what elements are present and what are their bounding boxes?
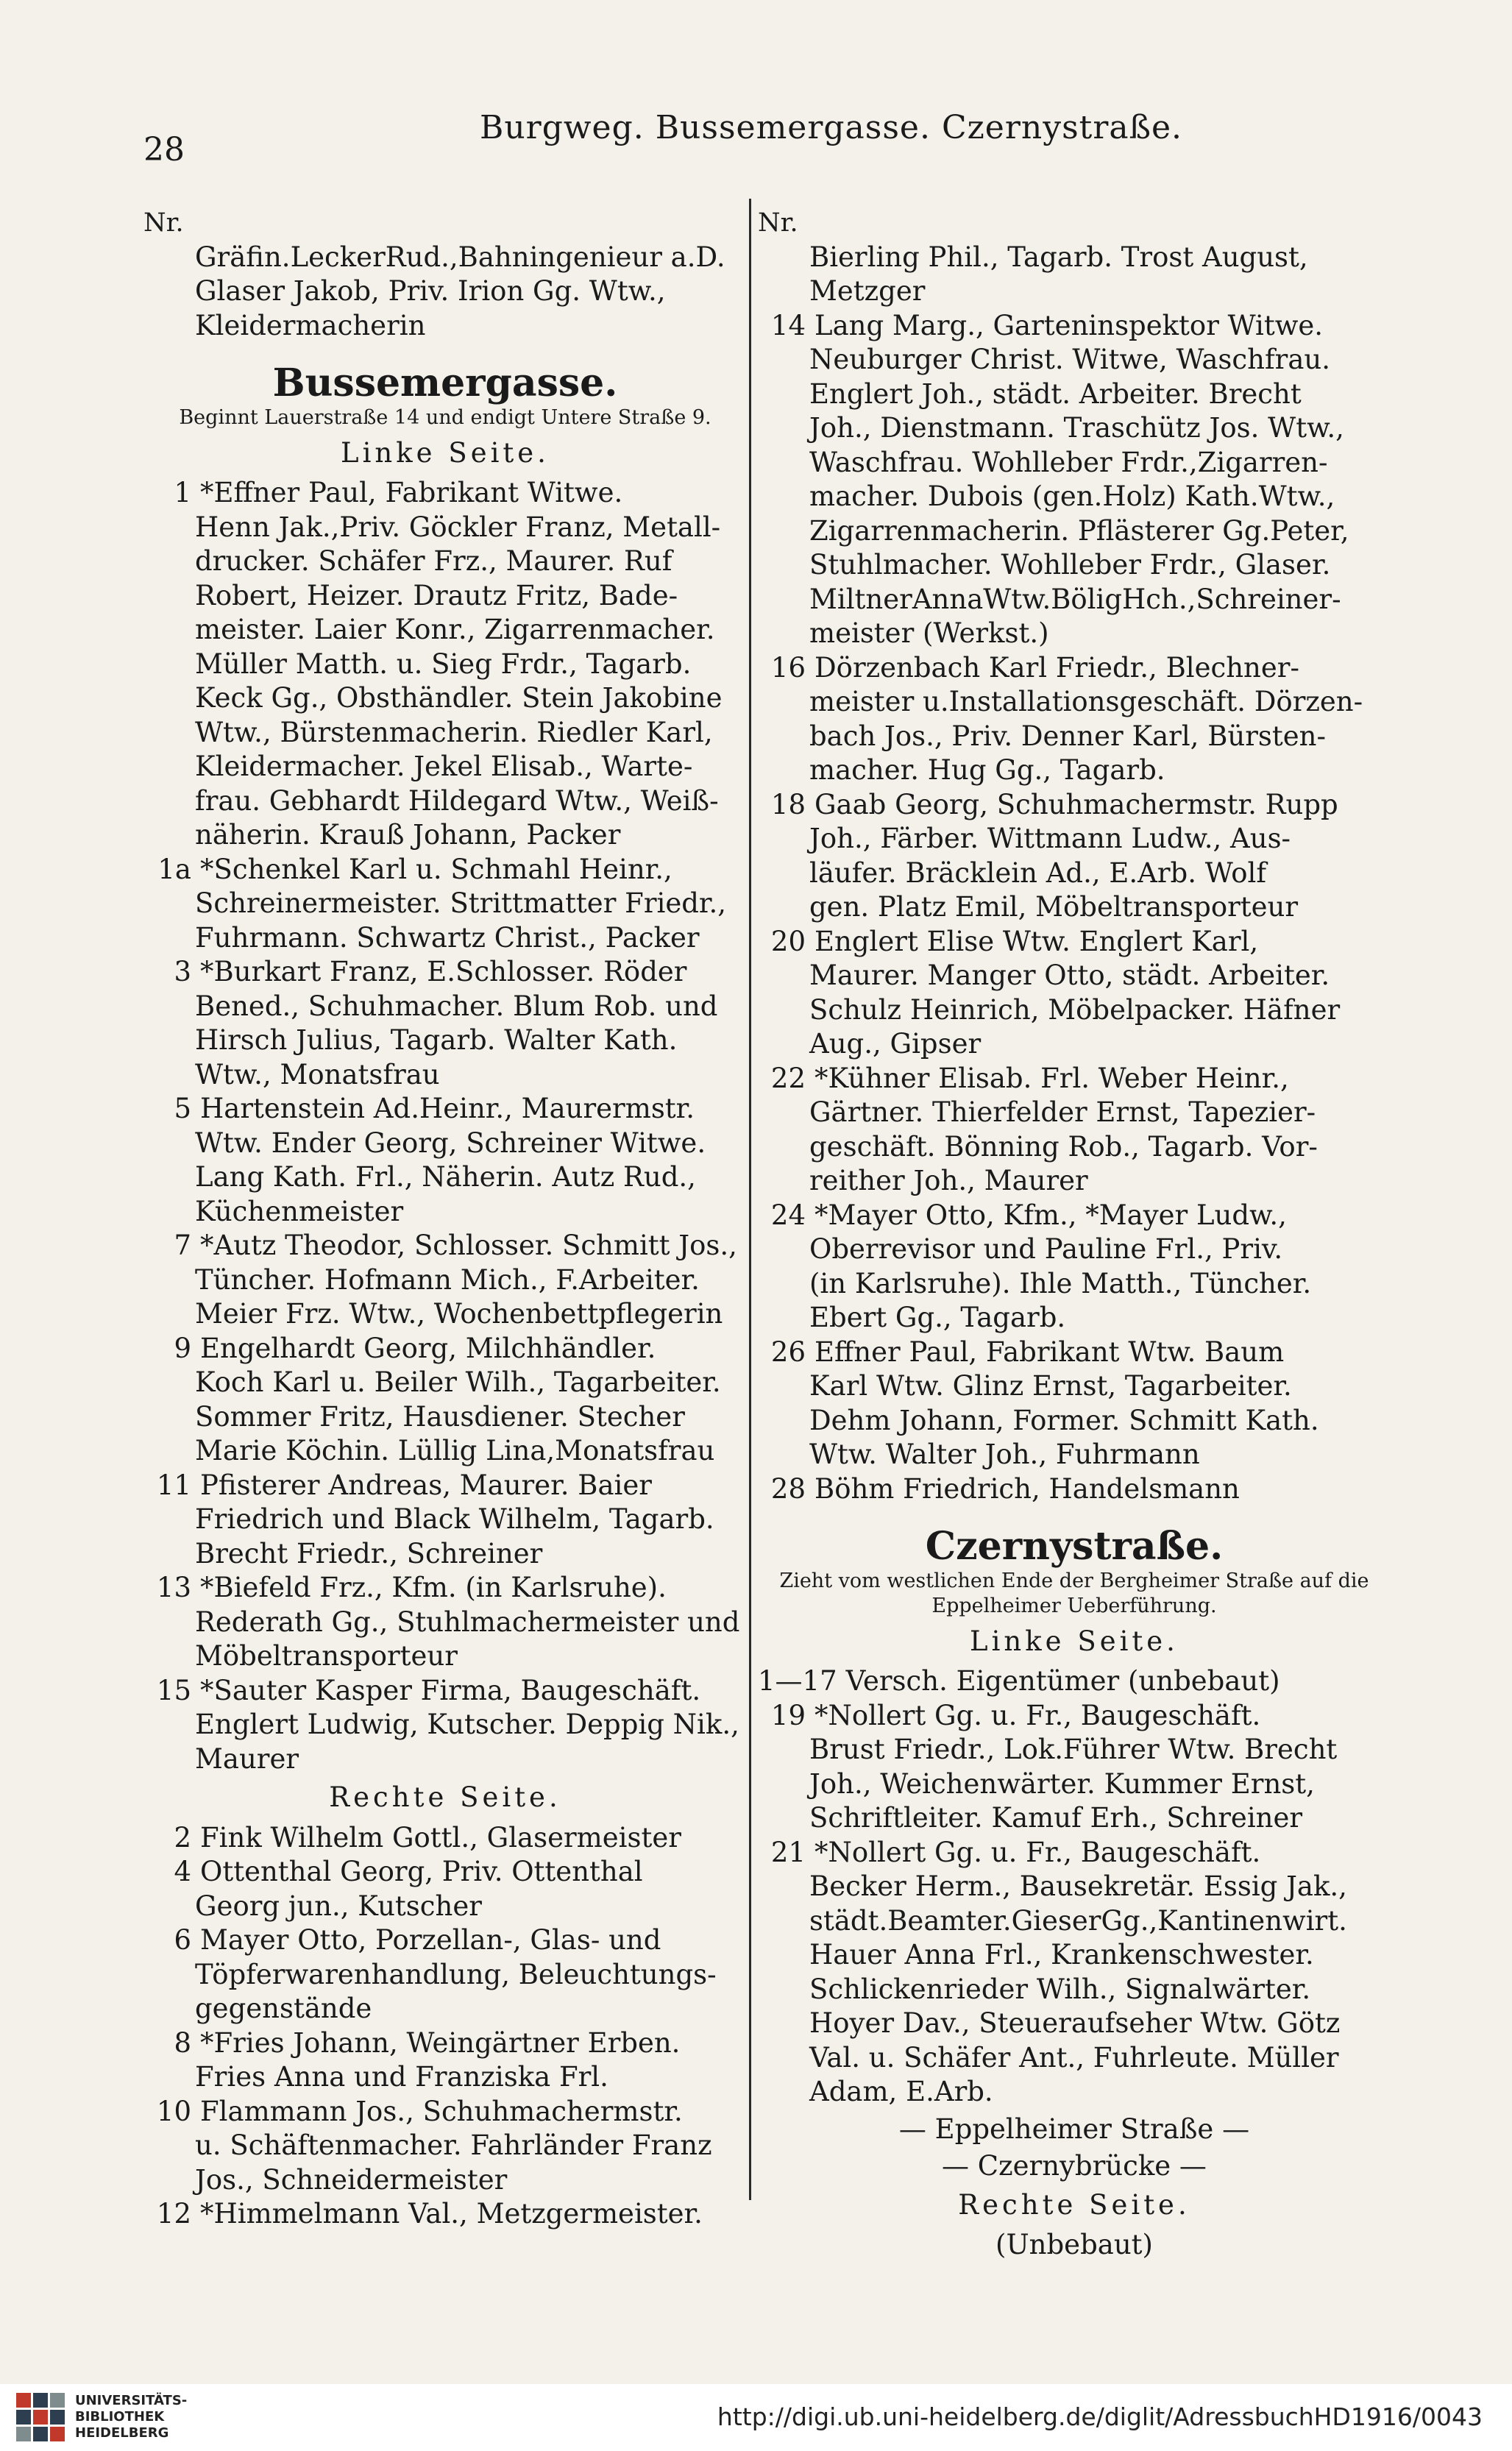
entry-line: Robert, Heizer. Drautz Fritz, Bade-	[195, 579, 678, 611]
entry-line: Adam, E.Arb.	[809, 2076, 993, 2107]
entry-line: Georg jun., Kutscher	[195, 1890, 482, 1922]
entry-line: Brecht Friedr., Schreiner	[195, 1537, 543, 1569]
entry-line: Joh., Färber. Wittmann Ludw., Aus-	[809, 823, 1291, 854]
house-number: 14	[770, 309, 806, 341]
entry-line: Marie Köchin. Lüllig Lina,Monatsfrau	[195, 1435, 715, 1466]
entry-line: Englert Elise Wtw. Englert Karl,	[814, 925, 1259, 957]
entry-line: Gärtner. Thierfelder Ernst, Tapezier-	[809, 1096, 1316, 1128]
entry-line: *Schenkel Karl u. Schmahl Heinr.,	[200, 853, 672, 885]
entry-line: macher. Dubois (gen.Holz) Kath.Wtw.,	[809, 480, 1335, 512]
entry-line: Joh., Weichenwärter. Kummer Ernst,	[809, 1767, 1315, 1800]
entry-line: *Burkart Franz, E.Schlosser. Röder	[200, 956, 687, 987]
house-number: 8	[174, 2026, 191, 2059]
address-entry	[143, 1674, 747, 1709]
house-number: 19	[770, 1699, 806, 1731]
house-number: 22	[770, 1062, 806, 1094]
entry-line: *Nollert Gg. u. Fr., Baugeschäft.	[814, 1699, 1261, 1731]
logo-square	[50, 2410, 65, 2425]
address-entry	[143, 1571, 747, 1606]
address-entry	[758, 651, 1391, 686]
address-entry	[758, 1062, 1391, 1096]
logo-square	[33, 2410, 48, 2425]
street-title: Czernystraße.	[925, 1524, 1224, 1569]
entry-line: Hauer Anna Frl., Krankenschwester.	[809, 1939, 1314, 1971]
entry-line: Englert Joh., städt. Arbeiter. Brecht	[809, 377, 1302, 410]
house-number: 5	[174, 1093, 191, 1124]
entry-line: *Sauter Kasper Firma, Baugeschäft.	[200, 1674, 701, 1706]
entry-line: frau. Gebhardt Hildegard Wtw., Weiß-	[195, 784, 719, 817]
entry-line: Hartenstein Ad.Heinr., Maurermstr.	[200, 1093, 695, 1124]
street-crossing: — Eppelheimer Straße —	[898, 2113, 1250, 2145]
house-number: 2	[174, 1821, 191, 1854]
logo-square	[50, 2393, 65, 2408]
entry-line: Flammann Jos., Schuhmachermstr.	[200, 2095, 683, 2127]
entry-line: Küchenmeister	[195, 1195, 404, 1227]
entry-line: Wtw., Bürstenmacherin. Riedler Karl,	[195, 716, 713, 748]
entry-line: läufer. Bräcklein Ad., E.Arb. Wolf	[809, 856, 1267, 889]
entry-line: *Fries Johann, Weingärtner Erben.	[200, 2026, 681, 2059]
entry-line: Hirsch Julius, Tagarb. Walter Kath.	[195, 1024, 678, 1056]
house-number: 12	[156, 2198, 191, 2230]
entry-line: gen. Platz Emil, Möbeltransporteur	[809, 891, 1299, 923]
entry-line: Glaser Jakob, Priv. Irion Gg. Wtw.,	[195, 275, 666, 307]
entry-line: Dehm Johann, Former. Schmitt Kath.	[809, 1404, 1319, 1436]
logo-square	[33, 2427, 48, 2441]
logo-line: BIBLIOTHEK	[75, 2409, 165, 2425]
side-heading-right: Rechte Seite.	[958, 2188, 1190, 2221]
entry-line: Schlickenrieder Wilh., Signalwärter.	[809, 1973, 1311, 2005]
entry-line: Karl Wtw. Glinz Ernst, Tagarbeiter.	[809, 1370, 1292, 1402]
entry-line: Müller Matth. u. Sieg Frdr., Tagarb.	[195, 648, 692, 680]
column-divider	[749, 199, 751, 2200]
address-entry	[143, 1229, 747, 1263]
street-crossing: — Czernybrücke —	[942, 2150, 1207, 2182]
street-description: Zieht vom westlichen Ende der Bergheimer Straße auf die Eppelheimer Ueberführung.	[779, 1569, 1369, 1617]
entry-line: *Kühner Elisab. Frl. Weber Heinr.,	[814, 1062, 1289, 1094]
address-entry	[758, 788, 1391, 823]
house-number: 1	[174, 477, 191, 508]
entry-line: meister u.Installationsgeschäft. Dörzen-	[809, 686, 1363, 717]
address-entry	[143, 2197, 747, 2232]
entry-line: Brust Friedr., Lok.Führer Wtw. Brecht	[809, 1734, 1338, 1765]
entry-line: Keck Gg., Obsthändler. Stein Jakobine	[195, 682, 723, 714]
entry-line: (in Karlsruhe). Ihle Matth., Tüncher.	[809, 1267, 1312, 1299]
house-number: 13	[156, 1572, 191, 1603]
address-entry	[143, 1469, 747, 1503]
number-label: Nr.	[143, 208, 184, 238]
house-number: 16	[770, 651, 806, 684]
side-heading-left: Linke Seite.	[341, 436, 550, 469]
entry-line: u. Schäftenmacher. Fahrländer Franz	[195, 2129, 712, 2161]
logo-square	[16, 2410, 31, 2425]
street-description: Beginnt Lauerstraße 14 und endigt Untere Straße 9.	[179, 405, 711, 429]
side-heading-left: Linke Seite.	[970, 1625, 1179, 1657]
entry-line: *Effner Paul, Fabrikant Witwe.	[200, 477, 623, 508]
entry-line: Pfisterer Andreas, Maurer. Baier	[200, 1469, 652, 1501]
entry-line: *Autz Theodor, Schlosser. Schmitt Jos.,	[200, 1230, 737, 1261]
entry-line: Schulz Heinrich, Möbelpacker. Häfner	[809, 993, 1341, 1026]
entry-line: Möbeltransporteur	[195, 1640, 458, 1672]
entry-line: Fuhrmann. Schwartz Christ., Packer	[195, 921, 700, 954]
right-column	[758, 206, 1391, 2266]
house-number: 20	[770, 925, 806, 957]
page-number: 28	[143, 131, 185, 169]
house-number: 1—17	[758, 1665, 837, 1697]
house-number: 10	[156, 2095, 191, 2127]
address-entry	[758, 1699, 1391, 1734]
logo-square	[16, 2427, 31, 2441]
entry-line: Aug., Gipser	[809, 1028, 982, 1060]
entry-line: Joh., Dienstmann. Traschütz Jos. Wtw.,	[809, 412, 1344, 444]
entry-line: Schriftleiter. Kamuf Erh., Schreiner	[809, 1802, 1303, 1834]
entry-line: Bened., Schuhmacher. Blum Rob. und	[195, 990, 718, 1022]
library-logo-icon	[16, 2393, 65, 2441]
entry-line: Sommer Fritz, Hausdiener. Stecher	[195, 1400, 685, 1433]
entry-line: Zigarrenmacherin. Pflästerer Gg.Peter,	[809, 514, 1349, 547]
entry-line: Lang Marg., Garteninspektor Witwe.	[814, 309, 1324, 341]
house-number: 9	[174, 1332, 191, 1364]
entry-line: Englert Ludwig, Kutscher. Deppig Nik.,	[195, 1709, 739, 1740]
address-entry	[143, 853, 747, 887]
address-entry	[143, 476, 747, 511]
number-label: Nr.	[758, 208, 798, 238]
house-number: 1a	[157, 853, 191, 885]
side-heading-right: Rechte Seite.	[329, 1781, 561, 1813]
entry-line: Stuhlmacher. Wohlleber Frdr., Glaser.	[809, 549, 1331, 581]
entry-line: Friedrich und Black Wilhelm, Tagarb.	[195, 1503, 714, 1535]
address-entry	[143, 2026, 747, 2061]
logo-line: UNIVERSITÄTS-	[75, 2393, 188, 2408]
entry-line: Tüncher. Hofmann Mich., F.Arbeiter.	[195, 1263, 700, 1296]
entry-line: Rederath Gg., Stuhlmachermeister und	[195, 1606, 740, 1638]
house-number: 28	[770, 1472, 806, 1505]
house-number: 4	[174, 1856, 191, 1887]
entry-line: Bierling Phil., Tagarb. Trost August,	[809, 241, 1308, 273]
logo-line: HEIDELBERG	[75, 2425, 169, 2441]
entry-line: Böhm Friedrich, Handelsmann	[814, 1472, 1240, 1505]
entry-line: Wtw. Ender Georg, Schreiner Witwe.	[195, 1127, 706, 1159]
entry-line: Mayer Otto, Porzellan-, Glas- und	[200, 1924, 661, 1956]
entry-line: *Himmelmann Val., Metzgermeister.	[200, 2198, 703, 2230]
entry-line: *Nollert Gg. u. Fr., Baugeschäft.	[814, 1836, 1261, 1868]
house-number: 26	[770, 1336, 806, 1368]
entry-line: Hoyer Dav., Steueraufseher Wtw. Götz	[809, 2007, 1341, 2039]
address-entry	[143, 1092, 747, 1127]
entry-line: Kleidermacherin	[195, 309, 426, 341]
logo-square	[16, 2393, 31, 2408]
entry-line: Metzger	[809, 275, 926, 307]
entry-line: Koch Karl u. Beiler Wilh., Tagarbeiter.	[195, 1366, 721, 1398]
entry-line: Effner Paul, Fabrikant Wtw. Baum	[814, 1336, 1285, 1368]
entry-line: Dörzenbach Karl Friedr., Blechner-	[814, 651, 1299, 684]
running-head: Burgweg. Bussemergasse. Czernystraße.	[480, 109, 1183, 146]
address-entry	[758, 1199, 1391, 1233]
entry-line: Henn Jak.,Priv. Göckler Franz, Metall-	[195, 511, 721, 543]
entry-line: Engelhardt Georg, Milchhändler.	[200, 1332, 656, 1364]
entry-line: bach Jos., Priv. Denner Karl, Bürsten-	[809, 720, 1326, 752]
address-entry	[758, 1836, 1391, 1870]
address-entry	[143, 955, 747, 990]
address-entry	[143, 1923, 747, 1958]
entry-line: macher. Hug Gg., Tagarb.	[809, 754, 1165, 786]
entry-line: reither Joh., Maurer	[809, 1165, 1088, 1196]
address-entry	[758, 925, 1391, 960]
entry-line: Lang Kath. Frl., Näherin. Autz Rud.,	[195, 1161, 696, 1193]
address-entry	[758, 1336, 1391, 1370]
address-entry	[143, 2095, 747, 2129]
entry-line: drucker. Schäfer Frz., Maurer. Ruf	[195, 545, 672, 577]
unbuilt-note: (Unbebaut)	[995, 2229, 1153, 2260]
entry-line: Becker Herm., Bausekretär. Essig Jak.,	[809, 1870, 1347, 1902]
house-number: 21	[770, 1836, 806, 1868]
entry-line: Jos., Schneidermeister	[195, 2163, 508, 2196]
logo-square	[50, 2427, 65, 2441]
entry-line: *Mayer Otto, Kfm., *Mayer Ludw.,	[814, 1199, 1287, 1231]
entry-line: Fink Wilhelm Gottl., Glasermeister	[200, 1821, 681, 1854]
entry-line: geschäft. Bönning Rob., Tagarb. Vor-	[809, 1130, 1318, 1163]
address-entry	[143, 1821, 747, 1856]
house-number: 3	[174, 956, 191, 987]
entry-line: Ottenthal Georg, Priv. Ottenthal	[200, 1856, 643, 1887]
entry-line: Neuburger Christ. Witwe, Waschfrau.	[809, 344, 1330, 375]
entry-line: städt.Beamter.GieserGg.,Kantinenwirt.	[809, 1904, 1347, 1937]
address-entry	[758, 1664, 1391, 1699]
logo-square	[33, 2393, 48, 2408]
address-entry	[758, 1472, 1391, 1507]
entry-line: *Biefeld Frz., Kfm. (in Karlsruhe).	[200, 1572, 667, 1603]
house-number: 24	[770, 1199, 806, 1231]
entry-line: Meier Frz. Wtw., Wochenbettpflegerin	[195, 1298, 723, 1330]
entry-line: näherin. Krauß Johann, Packer	[195, 819, 621, 851]
entry-line: Gräfin.LeckerRud.,Bahningenieur a.D.	[195, 241, 725, 273]
source-url-link[interactable]: http://digi.ub.uni-heidelberg.de/diglit/AdressbuchHD1916/0043	[717, 2402, 1483, 2431]
address-entry	[143, 1855, 747, 1890]
house-number: 15	[156, 1674, 191, 1706]
house-number: 7	[174, 1230, 191, 1261]
house-number: 6	[174, 1924, 191, 1956]
entry-line: Gaab Georg, Schuhmachermstr. Rupp	[814, 788, 1338, 820]
entry-line: Ebert Gg., Tagarb.	[809, 1302, 1066, 1333]
entry-line: Maurer. Manger Otto, städt. Arbeiter.	[809, 960, 1330, 991]
left-column	[143, 206, 747, 2232]
street-title: Bussemergasse.	[272, 361, 618, 405]
entry-line: gegenstände	[195, 1993, 372, 2024]
house-number: 11	[156, 1469, 191, 1501]
entry-line: MiltnerAnnaWtw.BöligHch.,Schreiner-	[809, 583, 1341, 615]
entry-line: Kleidermacher. Jekel Elisab., Warte-	[195, 751, 693, 782]
library-logo[interactable]	[16, 2393, 187, 2441]
entry-line: Fries Anna und Franziska Frl.	[195, 2061, 608, 2093]
entry-line: Val. u. Schäfer Ant., Fuhrleute. Müller	[809, 2041, 1339, 2074]
entry-line: Töpferwarenhandlung, Beleuchtungs-	[195, 1958, 717, 1990]
entry-line: meister (Werkst.)	[809, 617, 1049, 649]
entry-line: Oberrevisor und Pauline Frl., Priv.	[809, 1233, 1283, 1265]
library-logo-text	[75, 2393, 187, 2441]
entry-line: Waschfrau. Wohlleber Frdr.,Zigarren-	[809, 446, 1328, 478]
entry-line: Versch. Eigentümer (unbebaut)	[845, 1665, 1280, 1697]
entry-line: meister. Laier Konr., Zigarrenmacher.	[195, 614, 715, 645]
entry-line: Wtw. Walter Joh., Fuhrmann	[809, 1439, 1200, 1470]
address-entry	[143, 1332, 747, 1366]
entry-line: Wtw., Monatsfrau	[195, 1058, 440, 1090]
house-number: 18	[770, 788, 806, 820]
entry-line: Schreinermeister. Strittmatter Friedr.,	[195, 887, 727, 919]
entry-line: Maurer	[195, 1742, 299, 1775]
address-entry	[758, 309, 1391, 344]
